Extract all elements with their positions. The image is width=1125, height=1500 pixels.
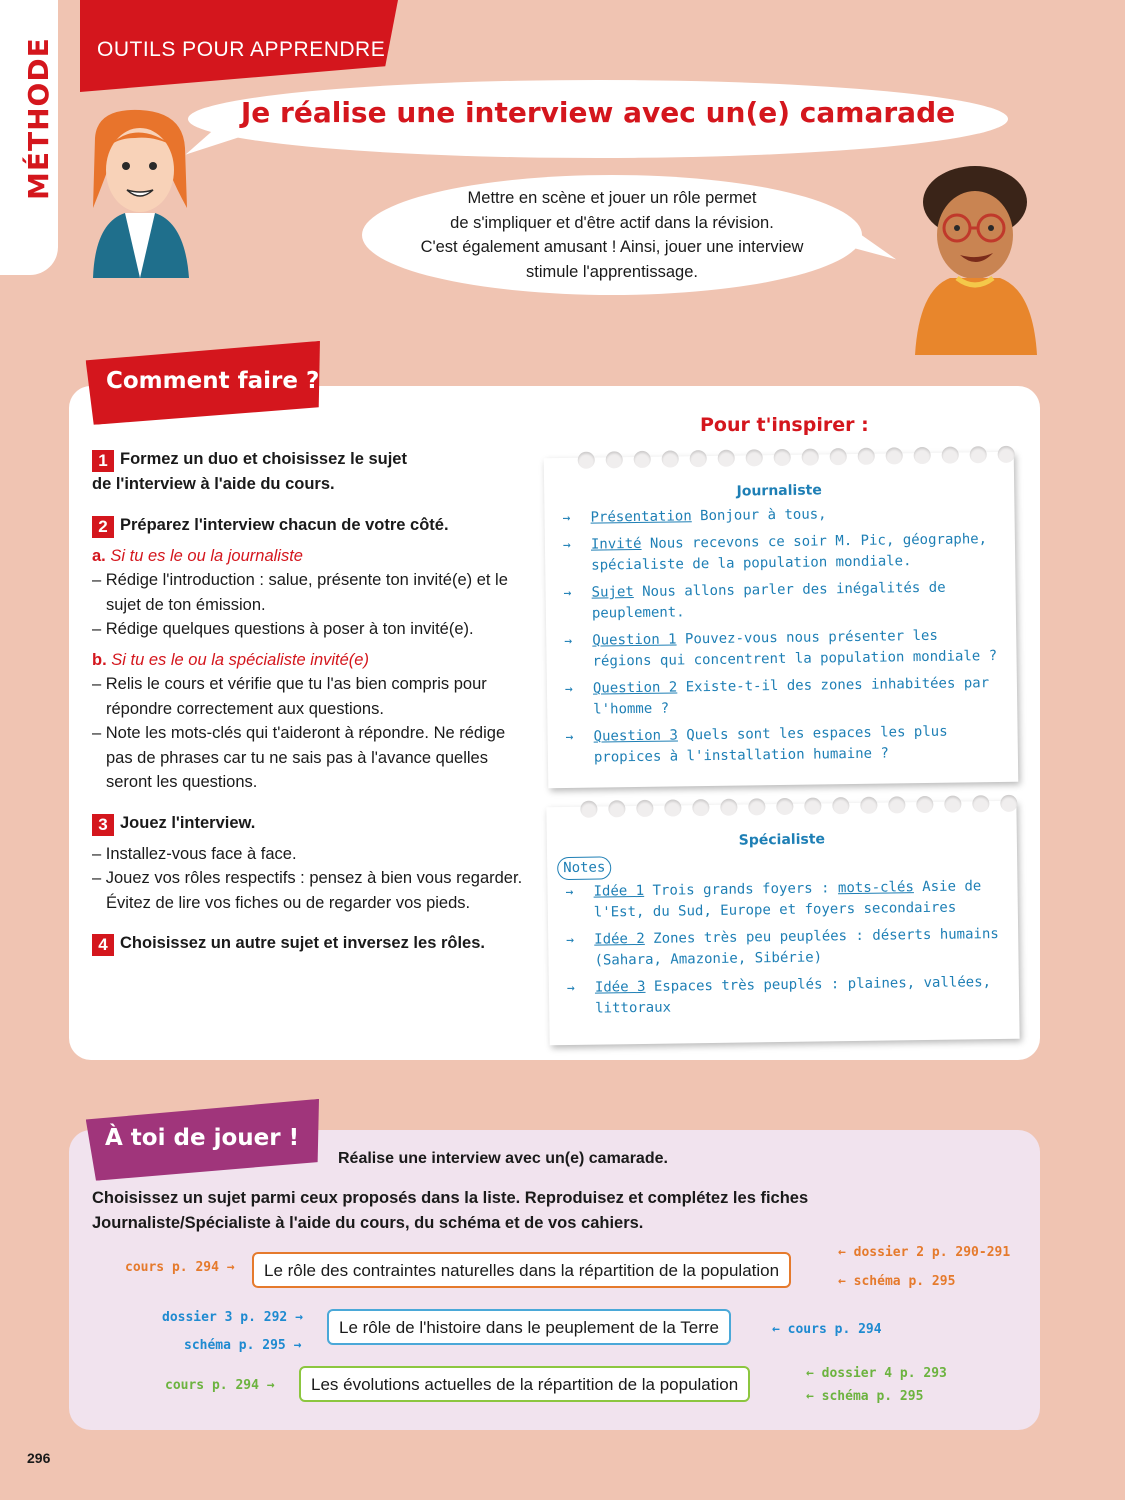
- practice-text: Choisissez un sujet parmi ceux proposés dans la liste. Reproduisez et complétez les fiches Journaliste/Spécialiste à l'aide du cours, du schéma et de vos cahiers.: [92, 1189, 809, 1232]
- step-2: 2 Préparez l'interview chacun de votre côté. a. Si tu es le ou la journaliste – Rédige l'introduction : salue, présente ton invité(e) et le sujet de ton émission. – Rédige quelques questions à poser à ton invité(e). b. Si tu es le ou la spécialiste invité(e) – Relis le cours et vérifie que tu l'as bien compris pour répondre correctement aux questions. – Note les mots-clés qui t'aideront à répondre. Ne rédige pas de phrases car tu ne sais pas à l'avance quelles seront les questions.: [92, 513, 532, 795]
- notes-label: Notes: [557, 856, 611, 880]
- page-number: 296: [27, 1450, 51, 1466]
- note-line: → Question 2 Existe-t-il des zones inhabitées par l'homme ?: [565, 673, 1004, 721]
- arrow-icon: →: [564, 633, 573, 650]
- ref-label: ← schéma p. 295: [838, 1274, 956, 1289]
- ref-label: schéma p. 295 →: [184, 1338, 302, 1353]
- ref-label: ← cours p. 294: [772, 1322, 882, 1337]
- arrow-right-icon: →: [295, 1310, 303, 1325]
- ref-label: ← dossier 4 p. 293: [806, 1366, 947, 1381]
- practice-lead: Réalise une interview avec un(e) camarade.: [338, 1150, 668, 1167]
- step-number: 2: [92, 516, 114, 538]
- step-item: – Jouez vos rôles respectifs : pensez à bien vous regarder. Évitez de lire vos fiches ou de regarder vos pieds.: [92, 869, 523, 912]
- step-number: 1: [92, 450, 114, 472]
- specialist-title: Spécialiste: [738, 831, 826, 849]
- intro-text: Mettre en scène et jouer un rôle permet de s'impliquer et d'être actif dans la révision. C'est également amusant ! Ainsi, jouer une interview stimule l'apprentissage.: [420, 189, 804, 281]
- boy-character-illustration: [905, 160, 1045, 355]
- step-item: – Rédige quelques questions à poser à ton invité(e).: [92, 620, 474, 638]
- note-line: → Question 3 Quels sont les espaces les plus propices à l'installation humaine ?: [565, 721, 1004, 769]
- arrow-left-icon: ←: [838, 1245, 846, 1260]
- inspire-title: Pour t'inspirer :: [700, 414, 869, 436]
- journalist-notepad: [544, 452, 1019, 789]
- arrow-left-icon: ←: [772, 1322, 780, 1337]
- side-label: MÉTHODE: [22, 37, 55, 200]
- steps-list: [92, 447, 532, 956]
- ref-label: ← dossier 2 p. 290-291: [838, 1245, 1011, 1260]
- topic-box-2: Le rôle de l'histoire dans le peuplement de la Terre: [327, 1309, 731, 1345]
- top-banner-text: OUTILS POUR APPRENDRE: [97, 38, 386, 61]
- step-1: 1 Formez un duo et choisissez le sujet de l'interview à l'aide du cours.: [92, 450, 407, 493]
- arrow-icon: →: [563, 585, 572, 602]
- arrow-icon: →: [562, 510, 571, 527]
- arrow-right-icon: →: [266, 1378, 275, 1393]
- step-4: 4 Choisissez un autre sujet et inversez les rôles.: [92, 931, 532, 956]
- journalist-title: Journaliste: [736, 482, 822, 500]
- step-3: 3 Jouez l'interview. – Installez-vous face à face. – Jouez vos rôles respectifs : pensez à bien vous regarder. Évitez de lire vos fiches ou de regarder vos pieds.: [92, 811, 532, 916]
- topic-box-3: Les évolutions actuelles de la répartition de la population: [299, 1366, 750, 1402]
- arrow-icon: →: [564, 681, 573, 698]
- note-line: → Idée 1 Trois grands foyers : mots-clés Asie de l'Est, du Sud, Europe et foyers secondaires: [565, 876, 1004, 924]
- arrow-icon: →: [566, 980, 575, 997]
- note-line: → Question 1 Pouvez-vous nous présenter les régions qui concentrent la population mondiale ?: [564, 625, 1003, 673]
- arrow-right-icon: →: [293, 1338, 302, 1353]
- ref-label: cours p. 294 →: [165, 1378, 275, 1393]
- topic-box-1: Le rôle des contraintes naturelles dans la répartition de la population: [252, 1252, 791, 1288]
- arrow-left-icon: ←: [806, 1366, 814, 1381]
- step-2a-title: a. Si tu es le ou la journaliste: [92, 546, 303, 565]
- step-item: – Note les mots-clés qui t'aideront à répondre. Ne rédige pas de phrases car tu ne sais pas à l'avance quelles seront les questions.: [92, 724, 506, 791]
- arrow-left-icon: ←: [806, 1389, 814, 1404]
- note-line: → Idée 3 Espaces très peuplés : plaines, vallées, littoraux: [567, 972, 1006, 1020]
- step-item: – Relis le cours et vérifie que tu l'as bien compris pour répondre correctement aux questions.: [92, 675, 487, 718]
- step-number: 3: [92, 814, 114, 836]
- step-item: – Rédige l'introduction : salue, présente ton invité(e) et le sujet de ton émission.: [92, 571, 508, 614]
- arrow-icon: →: [562, 537, 571, 554]
- arrow-icon: →: [565, 884, 574, 901]
- ref-label: dossier 3 p. 292 →: [162, 1310, 303, 1325]
- girl-character-illustration: [85, 108, 195, 278]
- page-title: Je réalise une interview avec un(e) camarade: [240, 96, 956, 129]
- how-to-title: Comment faire ?: [106, 368, 320, 394]
- arrow-icon: →: [566, 932, 575, 949]
- ref-label: ← schéma p. 295: [806, 1389, 924, 1404]
- step-item: – Installez-vous face à face.: [92, 844, 297, 863]
- arrow-right-icon: →: [226, 1260, 235, 1275]
- arrow-icon: →: [565, 729, 574, 746]
- specialist-notepad: [546, 801, 1019, 1046]
- note-line: → Présentation Bonjour à tous,: [562, 502, 1000, 529]
- practice-title: À toi de jouer !: [105, 1125, 300, 1151]
- note-line: → Sujet Nous allons parler des inégalités de peuplement.: [563, 577, 1002, 625]
- arrow-left-icon: ←: [838, 1274, 846, 1289]
- note-line: → Invité Nous recevons ce soir M. Pic, géographe, spécialiste de la population mondiale.: [563, 529, 1002, 577]
- ref-label: cours p. 294 →: [125, 1260, 235, 1275]
- note-line: → Idée 2 Zones très peu peuplées : déserts humains (Sahara, Amazonie, Sibérie): [566, 924, 1005, 972]
- step-2b-title: b. Si tu es le ou la spécialiste invité(e): [92, 650, 369, 669]
- step-number: 4: [92, 934, 114, 956]
